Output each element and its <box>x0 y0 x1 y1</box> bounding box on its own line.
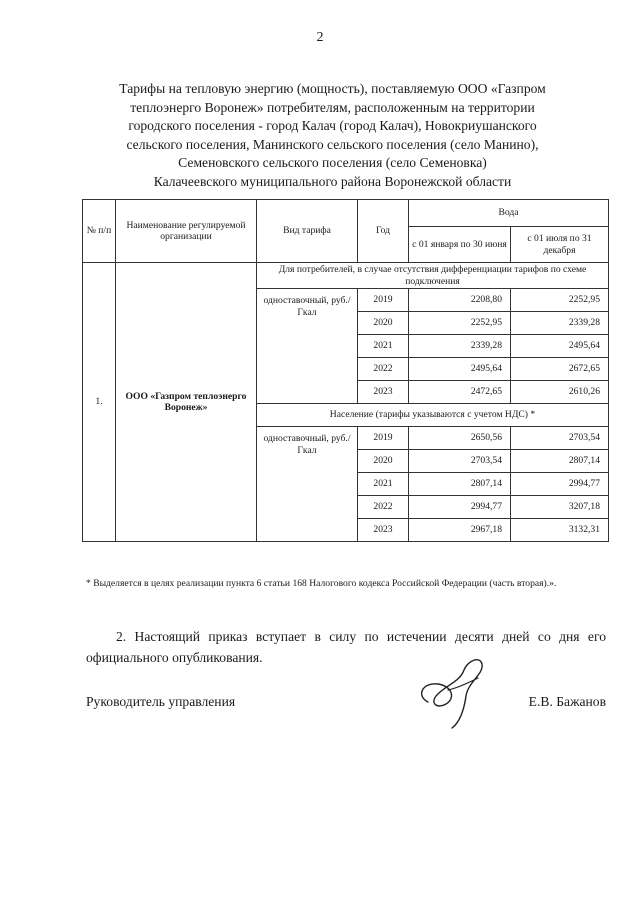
signer-name: Е.В. Бажанов <box>528 694 606 709</box>
clause-paragraph: 2. Настоящий приказ вступает в силу по истечении десяти дней со дня его официального опубликования. <box>86 629 606 665</box>
year-cell: 2019 <box>358 427 409 450</box>
title-line: городского поселения - город Калач (город Калач), Новокриушанского <box>128 118 537 134</box>
page-number: 2 <box>316 30 324 45</box>
header-year: Год <box>358 200 409 263</box>
section-title: Для потребителей, в случае отсутствия дифференциации тарифов по схеме подключения <box>257 263 609 289</box>
year-cell: 2021 <box>358 335 409 358</box>
title-line: Калачеевского муниципального района Воронежской области <box>153 173 512 189</box>
title-line: сельского поселения, Манинского сельского поселения (село Манино), <box>126 136 539 152</box>
value-cell: 2208,80 <box>409 289 511 312</box>
header-num: № п/п <box>83 200 116 263</box>
value-cell: 2807,14 <box>511 450 609 473</box>
value-cell: 2339,28 <box>409 335 511 358</box>
row-number: 1. <box>83 263 116 542</box>
signer-role: Руководитель управления <box>86 694 236 709</box>
header-period-1: с 01 января по 30 июня <box>409 227 511 263</box>
year-cell: 2023 <box>358 519 409 542</box>
value-cell: 2994,77 <box>511 473 609 496</box>
value-cell: 3207,18 <box>511 496 609 519</box>
value-cell: 2472,65 <box>409 381 511 404</box>
header-org: Наименование регулируемой организации <box>116 200 257 263</box>
value-cell: 2252,95 <box>511 289 609 312</box>
value-cell: 2807,14 <box>409 473 511 496</box>
footnote: * Выделяется в целях реализации пункта 6 статьи 168 Налогового кодекса Российской Федерации (часть вторая).». <box>86 578 557 589</box>
year-cell: 2023 <box>358 381 409 404</box>
year-cell: 2020 <box>358 312 409 335</box>
value-cell: 2339,28 <box>511 312 609 335</box>
year-cell: 2022 <box>358 358 409 381</box>
section-row <box>83 263 609 289</box>
value-cell: 2672,65 <box>511 358 609 381</box>
header-period-2: с 01 июля по 31 декабря <box>511 227 609 263</box>
value-cell: 2610,26 <box>511 381 609 404</box>
org-name: ООО «Газпром теплоэнерго Воронеж» <box>116 263 257 542</box>
title-line: Тарифы на тепловую энергию (мощность), поставляемую ООО «Газпром <box>119 81 546 96</box>
value-cell: 2495,64 <box>409 358 511 381</box>
year-cell: 2020 <box>358 450 409 473</box>
tariff-type: одноставочный, руб./Гкал <box>257 289 358 404</box>
value-cell: 2967,18 <box>409 519 511 542</box>
year-cell: 2019 <box>358 289 409 312</box>
header-tariff-type: Вид тарифа <box>257 200 358 263</box>
document-title <box>60 80 605 192</box>
year-cell: 2022 <box>358 496 409 519</box>
section-title: Население (тарифы указываются с учетом НДС) * <box>257 404 609 427</box>
handwritten-signature <box>408 652 500 732</box>
value-cell: 2703,54 <box>409 450 511 473</box>
title-line: Семеновского сельского поселения (село Семеновка) <box>178 155 487 171</box>
value-cell: 2994,77 <box>409 496 511 519</box>
tariff-table <box>82 199 609 542</box>
value-cell: 3132,31 <box>511 519 609 542</box>
tariff-type: одноставочный, руб./Гкал <box>257 427 358 542</box>
value-cell: 2495,64 <box>511 335 609 358</box>
table-header-row <box>83 200 609 227</box>
value-cell: 2650,56 <box>409 427 511 450</box>
value-cell: 2252,95 <box>409 312 511 335</box>
value-cell: 2703,54 <box>511 427 609 450</box>
title-line: теплоэнерго Воронеж» потребителям, расположенным на территории <box>130 99 535 115</box>
year-cell: 2021 <box>358 473 409 496</box>
header-water: Вода <box>409 200 609 227</box>
